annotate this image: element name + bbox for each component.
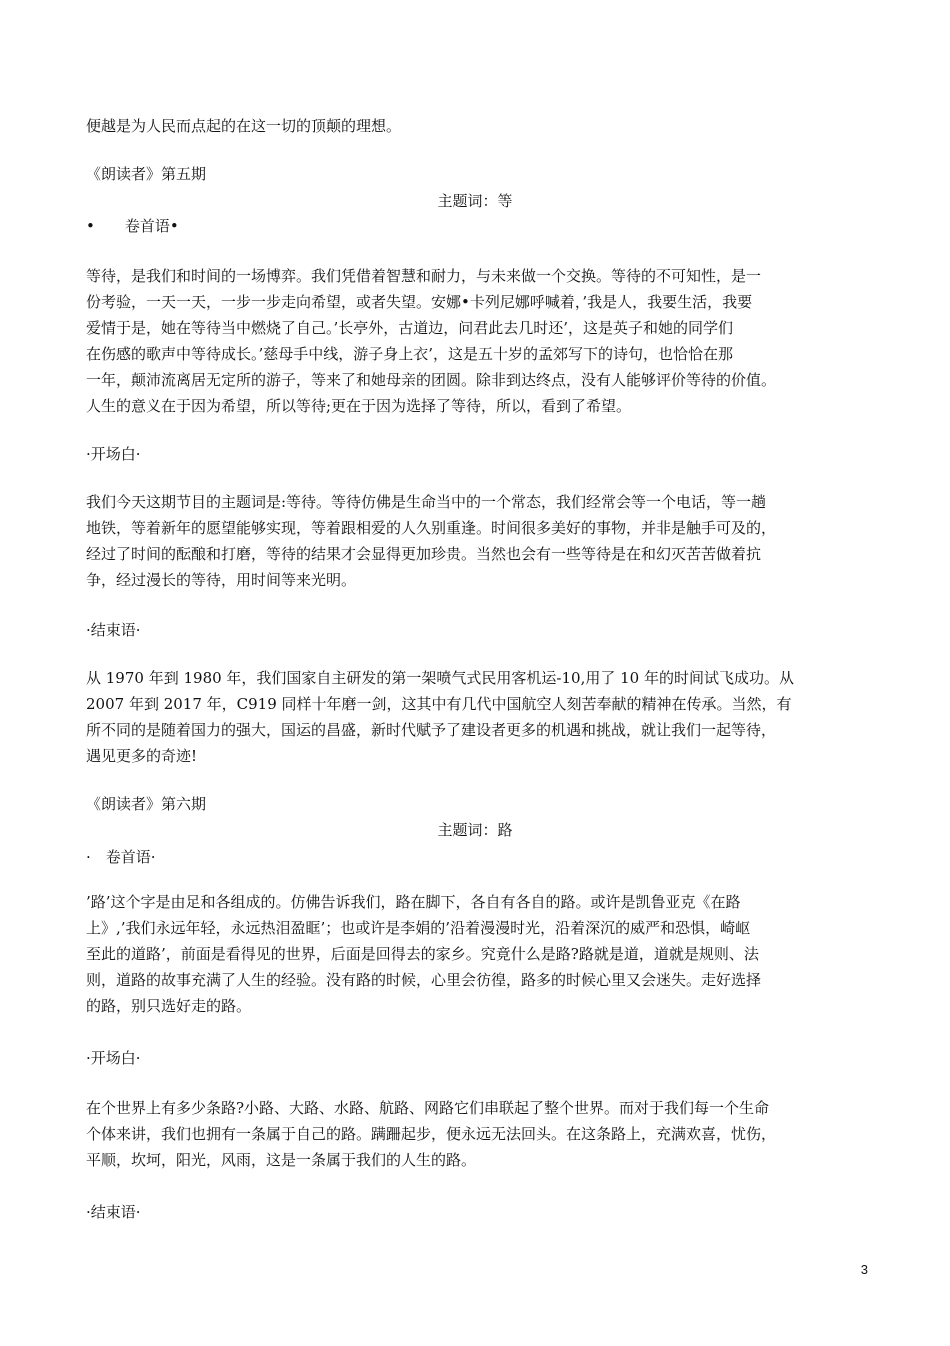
episode-5-preface-label: • 卷首语•	[86, 217, 179, 235]
page-number: 3	[860, 1262, 868, 1277]
episode-5-title: 《朗读者》第五期	[86, 165, 207, 183]
paragraph-line: 遇见更多的奇迹!	[86, 747, 198, 765]
paragraph-line: 一年，颠沛流离居无定所的游子，等来了和她母亲的团圆。除非到达终点，没有人能够评价等待的价值。	[86, 371, 777, 389]
paragraph-line: 份考验，一天一天，一步一步走向希望，或者失望。安娜•卡列尼娜呼喊着，’我是人，我要生活，我要	[86, 293, 753, 311]
episode-6-title: 《朗读者》第六期	[86, 795, 207, 813]
paragraph-line: 2007 年到 2017 年，C919 同样十年磨一剑，这其中有几代中国航空人刻苦奉献的精神在传承。当然，有	[86, 695, 792, 713]
paragraph-line: 的路，别只选好走的路。	[86, 997, 252, 1015]
episode-5-closing-label: ·结束语·	[86, 621, 141, 639]
episode-6-preface-label: · 卷首语·	[86, 848, 156, 866]
episode-5-opening-label: ·开场白·	[86, 445, 141, 463]
paragraph-line: 争，经过漫长的等待，用时间等来光明。	[86, 571, 357, 589]
paragraph-line: 上》,’我们永远年轻，永远热泪盈眶’；也或许是李娟的’沿着漫漫时光，沿着深沉的威严和恐惧，崎岖	[86, 919, 751, 937]
paragraph-line: 爱情于是，她在等待当中燃烧了自己。’长亭外，古道边，问君此去几时还’，这是英子和她的同学们	[86, 319, 734, 337]
paragraph-line: 地铁，等着新年的愿望能够实现，等着跟相爱的人久别重逢。时间很多美好的事物，并非是触手可及的，	[86, 519, 777, 537]
paragraph-line: 在伤感的歌声中等待成长。’慈母手中线，游子身上衣’，这是五十岁的孟郊写下的诗句，也恰恰在那	[86, 345, 734, 363]
episode-5-theme: 主题词：等	[437, 192, 513, 210]
paragraph-line: 至此的道路’，前面是看得见的世界，后面是回得去的家乡。究竟什么是路?路就是道，道就是规则、法	[86, 945, 759, 963]
episode-6-opening-label: ·开场白·	[86, 1049, 141, 1067]
paragraph-line: 从 1970 年到 1980 年，我们国家自主研发的第一架喷气式民用客机运-10,用了 10 年的时间试飞成功。从	[86, 669, 794, 687]
intro-tail-text: 便越是为人民而点起的在这一切的顶颠的理想。	[86, 117, 402, 135]
paragraph-line: 则，道路的故事充满了人生的经验。没有路的时候，心里会彷徨，路多的时候心里又会迷失。走好选择	[86, 971, 762, 989]
paragraph-line: 所不同的是随着国力的强大，国运的昌盛，新时代赋予了建设者更多的机遇和挑战，就让我们一起等待，	[86, 721, 777, 739]
paragraph-line: 在个世界上有多少条路?小路、大路、水路、航路、网路它们串联起了整个世界。而对于我们每一个生命	[86, 1099, 770, 1117]
episode-6-closing-label: ·结束语·	[86, 1203, 141, 1221]
paragraph-line: 我们今天这期节目的主题词是:等待。等待仿佛是生命当中的一个常态，我们经常会等一个电话，等一趟	[86, 493, 767, 511]
paragraph-line: 个体来讲，我们也拥有一条属于自己的路。蹒跚起步，便永远无法回头。在这条路上，充满欢喜，忧伤，	[86, 1125, 777, 1143]
paragraph-line: ’路’这个字是由足和各组成的。仿佛告诉我们，路在脚下，各自有各自的路。或许是凯鲁亚克《在路	[86, 893, 741, 911]
episode-6-theme: 主题词：路	[437, 821, 513, 839]
paragraph-line: 人生的意义在于因为希望，所以等待;更在于因为选择了等待，所以，看到了希望。	[86, 397, 632, 415]
paragraph-line: 等待，是我们和时间的一场博弈。我们凭借着智慧和耐力，与未来做一个交换。等待的不可知性，是一	[86, 267, 762, 285]
paragraph-line: 经过了时间的酝酿和打磨，等待的结果才会显得更加珍贵。当然也会有一些等待是在和幻灭苦苦做着抗	[86, 545, 762, 563]
paragraph-line: 平顺，坎坷，阳光，风雨，这是一条属于我们的人生的路。	[86, 1151, 477, 1169]
